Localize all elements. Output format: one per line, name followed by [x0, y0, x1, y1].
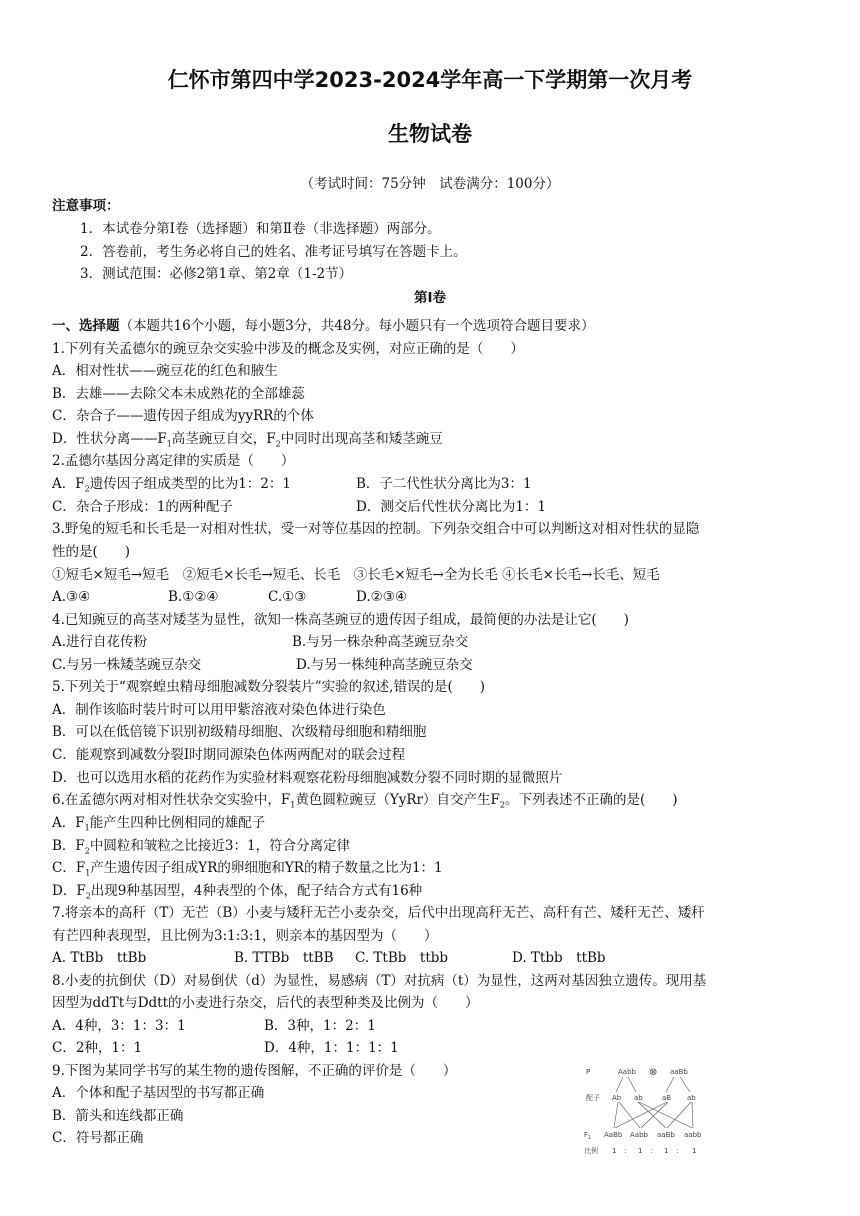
notes-heading: 注意事项： — [52, 198, 120, 214]
ratio-value: 1 — [612, 1147, 617, 1155]
note-item: 3．测试范围：必修2第1章、第2章（1-2节） — [80, 266, 353, 282]
note-item: 1．本试卷分第Ⅰ卷（选择题）和第Ⅱ卷（非选择题）两部分。 — [80, 221, 441, 237]
volume-title: 第Ⅰ卷 — [413, 290, 447, 306]
option-c: C．$F_1$产生遗传因子组成YR的卵细胞和YR的精子数量之比为1：1 — [52, 860, 443, 878]
gamete: Ab — [612, 1094, 622, 1102]
question-stem-continued: 有芒四种表现型，且比例为3:1:3:1，则亲本的基因型为（ ） — [52, 928, 438, 944]
option-c: C.①③ — [268, 589, 307, 605]
gamete: ab — [687, 1094, 696, 1102]
cross-combinations: ①短毛×短毛→短毛 ②短毛×长毛→短毛、长毛 ③长毛×短毛→全为长毛 ④长毛×长毛→长毛、短毛 — [52, 567, 660, 583]
option-c: C.与另一株矮茎豌豆杂交 — [52, 657, 202, 673]
question-stem: 5.下列关于“观察蝗虫精母细胞减数分裂装片”实验的叙述,错误的是( ) — [52, 679, 486, 695]
ratio-value: 1 — [664, 1147, 669, 1155]
option-a: A.进行自花传粉 — [52, 634, 148, 650]
question-stem: 9.下图为某同学书写的某生物的遗传图解，不正确的评价是（ ） — [52, 1063, 457, 1079]
option-c: C．杂合子形成：1的两种配子 — [52, 499, 233, 515]
question-stem-continued: 因型为ddTt与Ddtt的小麦进行杂交，后代的表型种类及比例为（ ） — [52, 995, 479, 1011]
section-title: 一、选择题 — [52, 318, 120, 334]
school-exam-title: 仁怀市第四中学2023-2024学年高一下学期第一次月考 — [167, 68, 693, 92]
option-a: A．相对性状——豌豆花的红色和腋生 — [52, 363, 278, 379]
question-stem: 4.已知豌豆的高茎对矮茎为显性，欲知一株高茎豌豆的遗传因子组成，最简便的办法是让它( ) — [52, 612, 629, 628]
exam-info: （考试时间：75分钟 试卷满分：100分） — [300, 176, 560, 192]
parent-genotype: Aabb — [618, 1068, 636, 1076]
option-a: A．$F_2$遗传因子组成类型的比为1：2：1 — [52, 476, 291, 494]
option-d: D.②③④ — [356, 589, 407, 605]
cross-symbol: ⊗ — [649, 1067, 658, 1078]
option-d: D．4种，1：1：1：1 — [264, 1040, 399, 1056]
option-a: A．4种，3：1：3：1 — [52, 1018, 186, 1034]
ratio-separator: ： — [676, 1147, 683, 1155]
gamete: aB — [662, 1094, 672, 1102]
option-a: A. TtBb ttBb — [52, 950, 147, 966]
option-d: D．测交后代性状分离比为1：1 — [356, 499, 547, 515]
subject-title: 生物试卷 — [388, 122, 472, 146]
option-c: C．2种，1：1 — [52, 1040, 143, 1056]
question-stem: 6.在孟德尔两对相对性状杂交实验中，$F_1$黄色圆粒豌豆（YyRr）自交产生$F_2$。下列表述不正确的是( ) — [52, 792, 678, 810]
option-c: C．能观察到减数分裂Ⅰ时期同源染色体两两配对的联会过程 — [52, 747, 406, 763]
gamete: ab — [634, 1094, 643, 1102]
option-c: C. TtBb ttbb — [355, 950, 449, 966]
ratio-separator: ： — [650, 1147, 657, 1155]
option-b: B.①②④ — [168, 589, 219, 605]
offspring-genotype: aaBb — [657, 1131, 675, 1139]
question-stem: 7.将亲本的高秆（T）无芒（B）小麦与矮秆无芒小麦杂交，后代中出现高秆无芒、高秆有芒、矮秆无芒、矮秆 — [52, 905, 705, 921]
question-stem: 1.下列有关孟德尔的豌豆杂交实验中涉及的概念及实例，对应正确的是（ ） — [52, 341, 524, 357]
option-b: B. TTBb ttBB — [234, 950, 334, 966]
parental-label: P — [586, 1068, 591, 1076]
option-b: B．去雄——去除父本未成熟花的全部雄蕊 — [52, 386, 305, 402]
question-stem: 8.小麦的抗倒伏（D）对易倒伏（d）为显性，易感病（T）对抗病（t）为显性，这两对基因独立遗传。现用基 — [52, 973, 707, 989]
option-d: D．性状分离$——F_1$高茎豌豆自交，$F_2$中同时出现高茎和矮茎豌豆 — [52, 431, 443, 449]
ratio-value: 1 — [638, 1147, 643, 1155]
option-c: C．符号都正确 — [52, 1130, 144, 1146]
ratio-value: 1 — [692, 1147, 697, 1155]
gamete-label: 配子 — [586, 1094, 600, 1102]
section-heading — [52, 316, 594, 336]
option-b: B．$F_2$中圆粒和皱粒之比接近3：1，符合分离定律 — [52, 838, 351, 856]
f1-label: $F_1$ — [584, 1131, 592, 1141]
question-stem: 2.孟德尔基因分离定律的实质是（ ） — [52, 453, 295, 469]
offspring-genotype: Aabb — [630, 1131, 648, 1139]
ratio-label: 比例 — [584, 1147, 598, 1155]
genetic-cross-diagram — [578, 1062, 718, 1158]
offspring-genotype: AaBb — [604, 1131, 623, 1139]
parent-genotype: aaBb — [670, 1068, 688, 1076]
section-description: （本题共16个小题，每小题3分，共48分。每小题只有一个选项符合题目要求） — [119, 318, 595, 334]
option-a: A．制作该临时装片时可以用甲紫溶液对染色体进行染色 — [52, 702, 386, 718]
option-c: C．杂合子——遗传因子组成为yyRR的个体 — [52, 408, 314, 424]
option-a: A．$F_1$能产生四种比例相同的雄配子 — [52, 815, 266, 833]
option-d: D．也可以选用水稻的花药作为实验材料观察花粉母细胞减数分裂不同时期的显微照片 — [52, 770, 563, 786]
option-b: B．3种，1：2：1 — [264, 1018, 376, 1034]
note-item: 2．答卷前，考生务必将自己的姓名、准考证号填写在答题卡上。 — [80, 244, 467, 260]
option-d: D. Ttbb ttBb — [512, 950, 606, 966]
option-d: D．$F_2$出现9种基因型，4种表型的个体，配子结合方式有16种 — [52, 883, 423, 901]
question-stem-continued: 性的是( ) — [52, 544, 131, 560]
option-b: B．可以在低倍镜下识别初级精母细胞、次级精母细胞和精细胞 — [52, 724, 427, 740]
option-a: A.③④ — [52, 589, 91, 605]
question-stem: 3.野兔的短毛和长毛是一对相对性状，受一对等位基因的控制。下列杂交组合中可以判断这对相对性状的显隐 — [52, 521, 700, 537]
option-b: B.与另一株杂种高茎豌豆杂交 — [292, 634, 469, 650]
option-b: B．箭头和连线都正确 — [52, 1108, 184, 1124]
option-d: D.与另一株纯种高茎豌豆杂交 — [296, 657, 473, 673]
option-b: B．子二代性状分离比为3：1 — [356, 476, 532, 492]
option-a: A．个体和配子基因型的书写都正确 — [52, 1085, 265, 1101]
offspring-genotype: aabb — [684, 1131, 702, 1139]
gamete-lines — [614, 1077, 693, 1128]
ratio-separator: ： — [624, 1147, 631, 1155]
